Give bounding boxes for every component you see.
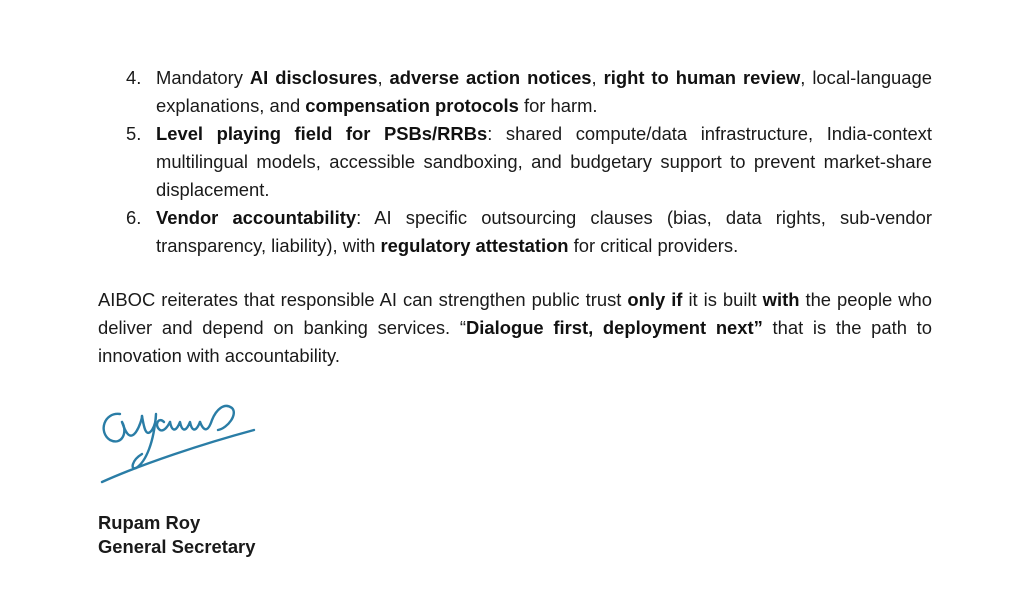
list-number: 5. [126,123,142,144]
list-item-text: Mandatory AI disclosures, adverse action notices, right to human review, local-language explanations, and compensation protocols for harm. [156,67,932,116]
list-item [98,64,932,120]
handwritten-signature [92,392,262,492]
signatory-name: Rupam Roy [98,512,201,533]
list-item [98,120,932,204]
list-item-text: Vendor accountability: AI specific outsourcing clauses (bias, data rights, sub-vendor transparency, liability), with regulatory attestation for critical providers. [156,207,932,256]
list-number: 4. [126,67,142,88]
signatory-title: General Secretary [98,536,256,557]
list-item-text: Level playing field for PSBs/RRBs: shared compute/data infrastructure, India-context multilingual models, accessible sandboxing, and budgetary support to prevent market-share displacement. [156,123,932,200]
recommendation-list [98,64,932,260]
closing-paragraph: AIBOC reiterates that responsible AI can strengthen public trust only if it is built with the people who deliver and depend on banking services. “Dialogue first, deployment next” that is the path to innovation with accountability. [98,289,932,366]
list-item [98,204,932,260]
list-number: 6. [126,207,142,228]
signatory-block [98,511,255,559]
